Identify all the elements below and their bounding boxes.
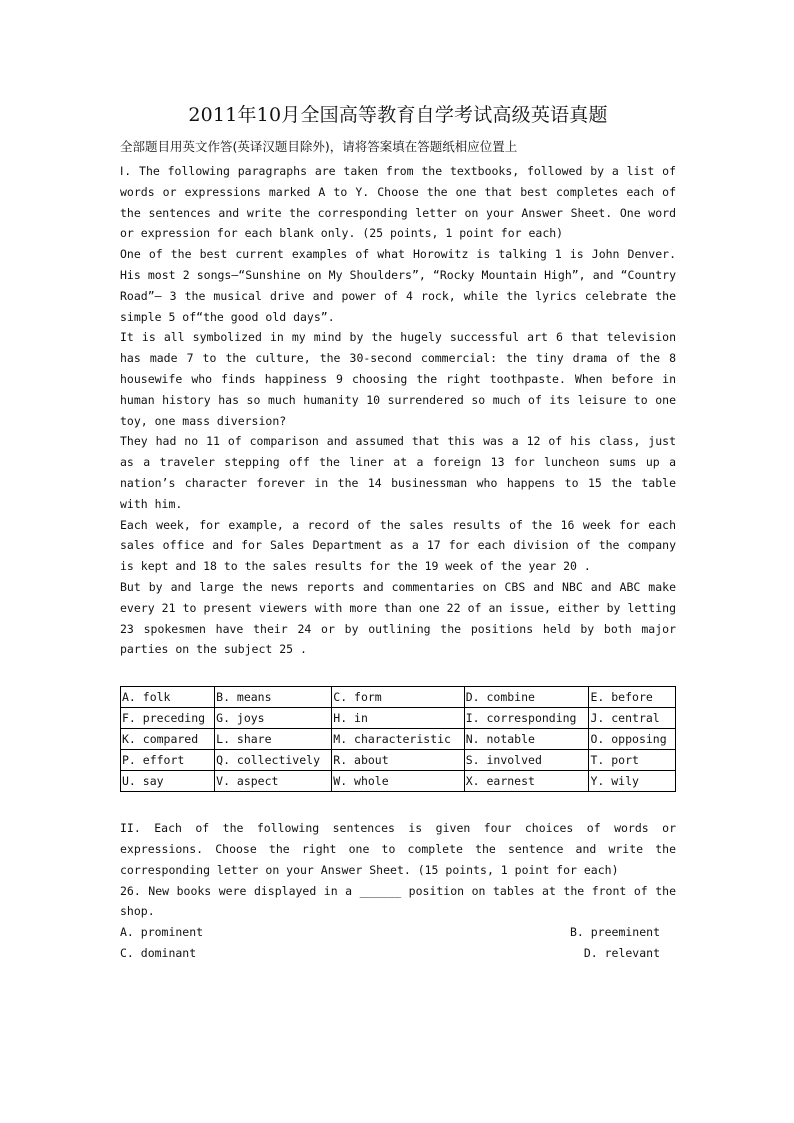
option-cell: E. before: [589, 687, 676, 708]
option-cell: N. notable: [464, 729, 589, 750]
option-cell: Y. wily: [589, 771, 676, 792]
exam-instruction: 全部题目用英文作答(英译汉题目除外)，请将答案填在答题纸相应位置上: [120, 139, 518, 154]
choice-d: D. relevant: [583, 945, 660, 960]
option-cell: H. in: [332, 708, 464, 729]
option-cell: K. compared: [121, 729, 215, 750]
option-cell: M. characteristic: [332, 729, 464, 750]
passage-3: They had no 11 of comparison and assumed that this was a 12 of his class, just as a traveler stepping off the liner at a foreign 13 for luncheon sums up a nation’s character forever in the 14 businessman who happens to 15 the table with him.: [120, 434, 676, 511]
option-cell: D. combine: [464, 687, 589, 708]
choice-b: B. preeminent: [569, 925, 660, 940]
option-cell: X. earnest: [464, 771, 589, 792]
section1-intro: Ⅰ. The following paragraphs are taken from the textbooks, followed by a list of words or expressions marked A to Y. Choose the one that best completes each of the sentences and write the corresponding letter on your Answer Sheet. One word or expression for each blank only. (25 points, 1 point for each): [120, 164, 676, 241]
section2-intro: II. Each of the following sentences is given four choices of words or expressions. Choose the right one to complete the sentence and write the corresponding letter on your Answer Sheet. (15 points, 1 point for each): [120, 821, 676, 877]
passage-1: One of the best current examples of what Horowitz is talking 1 is John Denver. His most 2 songs—“Sunshine on My Shoulders”, “Rocky Mountain High”, and “Country Road”— 3 the musical drive and power of 4 rock, while the lyrics celebrate the simple 5 of“the good old days”.: [120, 247, 676, 324]
option-cell: B. means: [215, 687, 332, 708]
table-row: [121, 729, 676, 750]
choice-row: [120, 922, 676, 943]
table-row: [121, 750, 676, 771]
option-cell: O. opposing: [589, 729, 676, 750]
choice-row: [120, 943, 676, 964]
option-cell: Q. collectively: [215, 750, 332, 771]
choice-a: A. prominent: [120, 925, 204, 940]
option-cell: T. port: [589, 750, 676, 771]
passage-5: But by and large the news reports and commentaries on CBS and NBC and ABC make every 21 to present viewers with more than one 22 of an issue, either by letting 23 spokesmen have their 24 or by outlining the positions held by both major parties on the subject 25 .: [120, 579, 676, 657]
table-row: [121, 771, 676, 792]
option-cell: R. about: [332, 750, 464, 771]
table-row: [121, 687, 676, 708]
option-cell: S. involved: [464, 750, 589, 771]
option-cell: V. aspect: [215, 771, 332, 792]
option-cell: C. form: [332, 687, 464, 708]
question-26-stem: 26. New books were displayed in a ______ position on tables at the front of the shop.: [120, 883, 676, 919]
option-cell: F. preceding: [121, 708, 215, 729]
exam-page: [120, 100, 676, 964]
page-title: 2011年10月全国高等教育自学考试高级英语真题: [188, 104, 608, 126]
passage-4: Each week, for example, a record of the sales results of the 16 week for each sales office and for Sales Department as a 17 for each division of the company is kept and 18 to the sales results for the 19 week of the year 20 .: [120, 517, 676, 574]
choice-c: C. dominant: [120, 945, 197, 960]
option-cell: J. central: [589, 708, 676, 729]
options-table: [120, 686, 676, 792]
option-cell: W. whole: [332, 771, 464, 792]
option-cell: U. say: [121, 771, 215, 792]
option-cell: P. effort: [121, 750, 215, 771]
option-cell: G. joys: [215, 708, 332, 729]
passage-2: It is all symbolized in my mind by the hugely successful art 6 that television has made 7 to the culture, the 30-second commercial: the tiny drama of the 8 housewife who finds happiness 9 choosing the right toothpaste. When before in human history has so much humanity 10 surrendered so much of its leisure to one toy, one mass diversion?: [120, 330, 676, 428]
section2: [120, 818, 676, 964]
table-row: [121, 708, 676, 729]
option-cell: L. share: [215, 729, 332, 750]
option-cell: A. folk: [121, 687, 215, 708]
option-cell: I. corresponding: [464, 708, 589, 729]
